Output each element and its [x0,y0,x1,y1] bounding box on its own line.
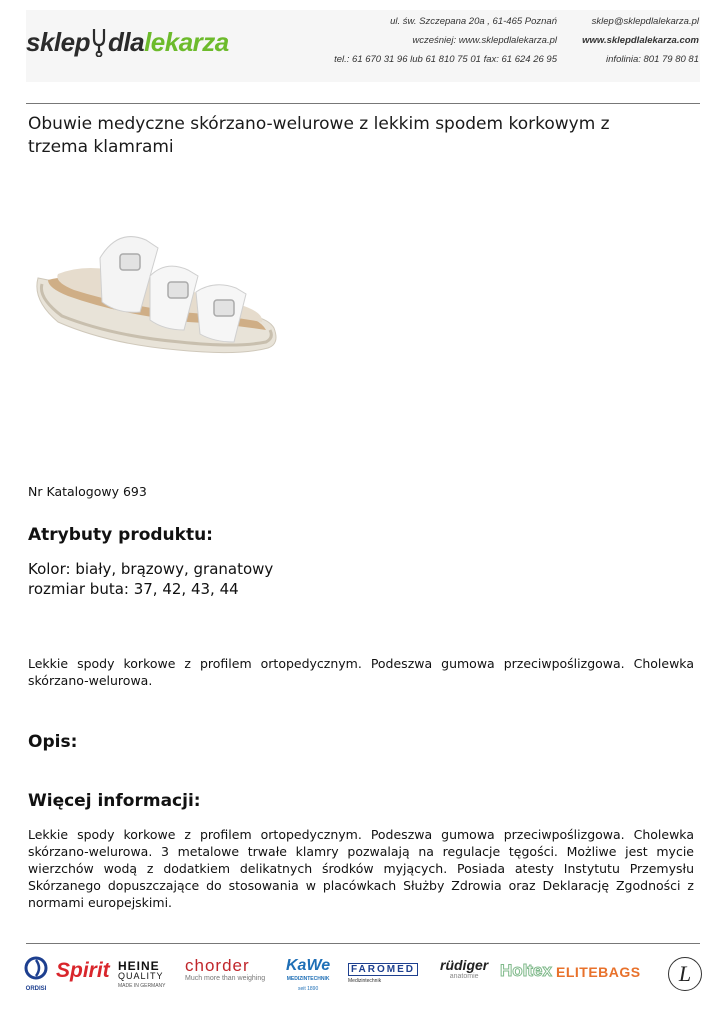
more-info-heading: Więcej informacji: [28,791,201,811]
heine-label: HEINE [118,959,160,973]
brand-rudiger[interactable] [440,959,488,983]
brand-heine[interactable] [118,961,166,991]
header-divider [26,103,700,104]
stethoscope-icon [91,27,107,57]
email-link[interactable]: sklep@sklepdlalekarza.pl [591,16,699,27]
chorder-tagline: Much more than weighing [185,975,266,982]
brand-littmann[interactable]: L [668,957,702,991]
brand-elitebags[interactable]: ELITEBAGS [556,964,641,980]
attribute-color: Kolor: biały, brązowy, granatowy [28,560,274,578]
phones-text: tel.: 61 670 31 96 lub 61 810 75 01 fax: 61 624 26 95 [334,54,557,65]
description-heading: Opis: [28,732,78,752]
product-title: Obuwie medyczne skórzano-welurowe z lekkim spodem korkowym z trzema klamrami [28,114,610,157]
heine-quality-label: QUALITY [118,971,164,981]
former-site-text: wcześniej: www.sklepdlalekarza.pl [412,35,557,46]
heine-made-label: MADE IN GERMANY [118,983,166,989]
chorder-label: chorder [185,956,250,975]
logo-text-dla: dla [108,26,145,57]
brand-faromed[interactable] [348,963,418,987]
faromed-label: FAROMED [348,963,418,976]
ordisi-emblem-icon [24,955,48,981]
brand-spirit[interactable]: Spirit [56,959,110,982]
brand-kawe[interactable] [286,957,330,994]
logo-text-sklep: sklep [26,26,90,57]
kawe-sub-label: MEDIZINTECHNIK [286,976,330,982]
short-description: Lekkie spody korkowe z profilem ortopedycznym. Podeszwa gumowa przeciwpoślizgowa. Cholewka skórzano-welurowa. [28,656,694,688]
infoline-text: infolinia: 801 79 80 81 [606,54,699,65]
kawe-label: KaWe [286,957,331,974]
brand-logos-strip [22,955,706,995]
brand-holtex[interactable]: Holtex [500,961,552,980]
footer-divider [26,943,700,944]
rudiger-label: rüdiger [440,957,489,973]
store-logo[interactable] [26,22,229,62]
ordisi-label: ORDISI [25,986,47,992]
catalog-number: Nr Katalogowy 693 [28,484,147,499]
attribute-size: rozmiar buta: 37, 42, 43, 44 [28,580,239,598]
product-image-sandal [28,218,280,386]
attributes-heading: Atrybuty produktu: [28,525,213,545]
faromed-sub-label: Medizintechnik [348,978,382,984]
contact-online-block [582,12,699,69]
more-info-text: Lekkie spody korkowe z profilem ortopedycznym. Podeszwa gumowa przeciwpoślizgowa. Cholewka skórzano-welurowa. 3 metalowe trwałe klamry pozwalają na regulacje tęgości. Możliwe jest mycie wierzchów wodą z dodatkiem delikatnych środków myjących. Posiada atesty Instytutu Przemysłu Skórzanego dopuszczające do stosowania w placówkach Służby Zdrowia oraz Deklarację Zgodności z normami europejskimi. [28,827,694,910]
brand-ordisi[interactable] [22,955,50,992]
brand-chorder[interactable] [185,956,266,985]
address-text: ul. św. Szczepana 20a , 61-465 Poznań [390,16,557,27]
kawe-since-label: seit 1890 [297,986,319,992]
logo-text-lekarza: lekarza [144,26,229,57]
contact-address-block [334,12,557,69]
rudiger-sub-label: anatomie [449,973,479,980]
website-link[interactable]: www.sklepdlalekarza.com [582,35,699,46]
